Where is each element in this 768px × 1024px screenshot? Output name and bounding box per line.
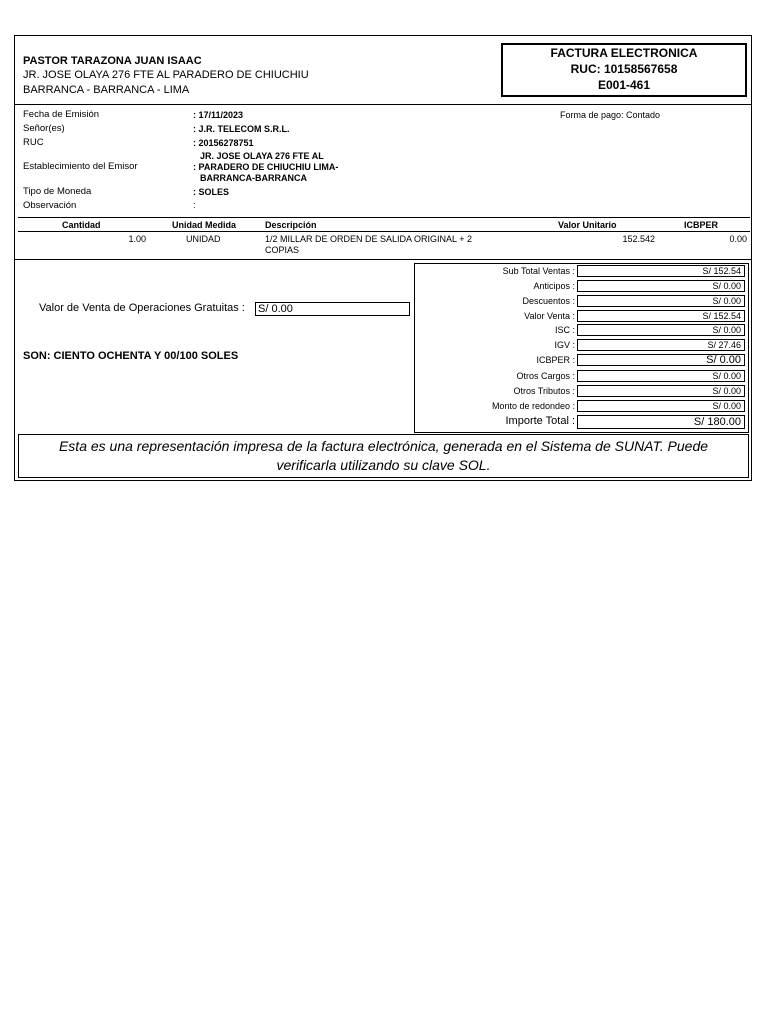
- senor-label: Señor(es): [23, 123, 65, 134]
- col-header-unidad: Unidad Medida: [172, 220, 237, 230]
- totals-value: S/ 0.00: [577, 324, 745, 336]
- issuer-name: PASTOR TARAZONA JUAN ISAAC: [23, 55, 202, 67]
- table-bottom-rule: [14, 259, 752, 260]
- totals-label: ISC :: [554, 325, 575, 335]
- table-header-rule: [18, 231, 750, 232]
- totals-label: Valor Venta :: [524, 311, 575, 321]
- totals-value: S/ 0.00: [577, 354, 745, 366]
- col-header-icbper: ICBPER: [684, 220, 719, 230]
- row-unidad: UNIDAD: [186, 234, 221, 244]
- totals-label: Monto de redondeo :: [491, 401, 575, 411]
- totals-value: S/ 0.00: [577, 400, 745, 412]
- gratuitas-label: Valor de Venta de Operaciones Gratuitas :: [39, 302, 245, 314]
- totals-label: Anticipos :: [533, 281, 575, 291]
- totals-label: Otros Tributos :: [513, 386, 575, 396]
- totals-value: S/ 152.54: [577, 265, 745, 277]
- observacion-label: Observación: [23, 200, 77, 211]
- ruc-label: RUC: [23, 137, 44, 148]
- totals-value: S/ 27.46: [577, 339, 745, 351]
- amount-in-words: SON: CIENTO OCHENTA Y 00/100 SOLES: [23, 350, 239, 362]
- table-top-rule: [18, 217, 750, 218]
- moneda-label: Tipo de Moneda: [23, 186, 92, 197]
- establecimiento-label: Establecimiento del Emisor: [23, 161, 138, 172]
- totals-value: S/ 180.00: [577, 415, 745, 429]
- establecimiento-value-line1: JR. JOSE OLAYA 276 FTE AL: [200, 151, 324, 161]
- invoice-number: E001-461: [597, 78, 651, 92]
- observacion-value: :: [193, 200, 196, 210]
- establecimiento-value-line2: : PARADERO DE CHIUCHIU LIMA-: [193, 162, 339, 172]
- totals-label: ICBPER :: [536, 355, 575, 365]
- row-descripcion-line1: 1/2 MILLAR DE ORDEN DE SALIDA ORIGINAL + 2: [265, 234, 472, 244]
- row-icbper: 0.00: [729, 234, 747, 244]
- col-header-valor-unitario: Valor Unitario: [558, 220, 617, 230]
- invoice-ruc: RUC: 10158567658: [570, 62, 678, 76]
- totals-label: Otros Cargos :: [516, 371, 575, 381]
- col-header-cantidad: Cantidad: [62, 220, 101, 230]
- moneda-value: : SOLES: [193, 187, 230, 197]
- sunat-note-line1: Esta es una representación impresa de la factura electrónica, generada en el Sistema de SUNAT. Puede: [58, 438, 709, 454]
- col-header-descripcion: Descripción: [265, 220, 317, 230]
- totals-label: Descuentos :: [522, 296, 575, 306]
- senor-value: : J.R. TELECOM S.R.L.: [193, 124, 290, 134]
- totals-label: IGV :: [554, 340, 575, 350]
- totals-value: S/ 0.00: [577, 385, 745, 397]
- row-cantidad: 1.00: [128, 234, 146, 244]
- totals-value: S/ 152.54: [577, 310, 745, 322]
- totals-label: Sub Total Ventas :: [502, 266, 575, 276]
- totals-label: Importe Total :: [505, 415, 575, 427]
- ruc-value: : 20156278751: [193, 138, 254, 148]
- issuer-address-line1: JR. JOSE OLAYA 276 FTE AL PARADERO DE CHIUCHIU: [23, 69, 309, 81]
- totals-value: S/ 0.00: [577, 370, 745, 382]
- forma-pago: Forma de pago: Contado: [560, 110, 661, 120]
- sunat-note-line2: verificarla utilizando su clave SOL.: [276, 457, 491, 473]
- fecha-value: : 17/11/2023: [193, 110, 244, 120]
- header-divider: [14, 104, 752, 105]
- totals-value: S/ 0.00: [577, 295, 745, 307]
- establecimiento-value-line3: BARRANCA-BARRANCA: [200, 173, 307, 183]
- gratuitas-value: S/ 0.00: [255, 302, 410, 316]
- fecha-label: Fecha de Emisión: [23, 109, 100, 120]
- invoice-title: FACTURA ELECTRONICA: [550, 46, 698, 60]
- row-valor-unitario: 152.542: [622, 234, 655, 244]
- issuer-address-line2: BARRANCA - BARRANCA - LIMA: [23, 84, 190, 96]
- row-descripcion-line2: COPIAS: [265, 245, 300, 255]
- totals-value: S/ 0.00: [577, 280, 745, 292]
